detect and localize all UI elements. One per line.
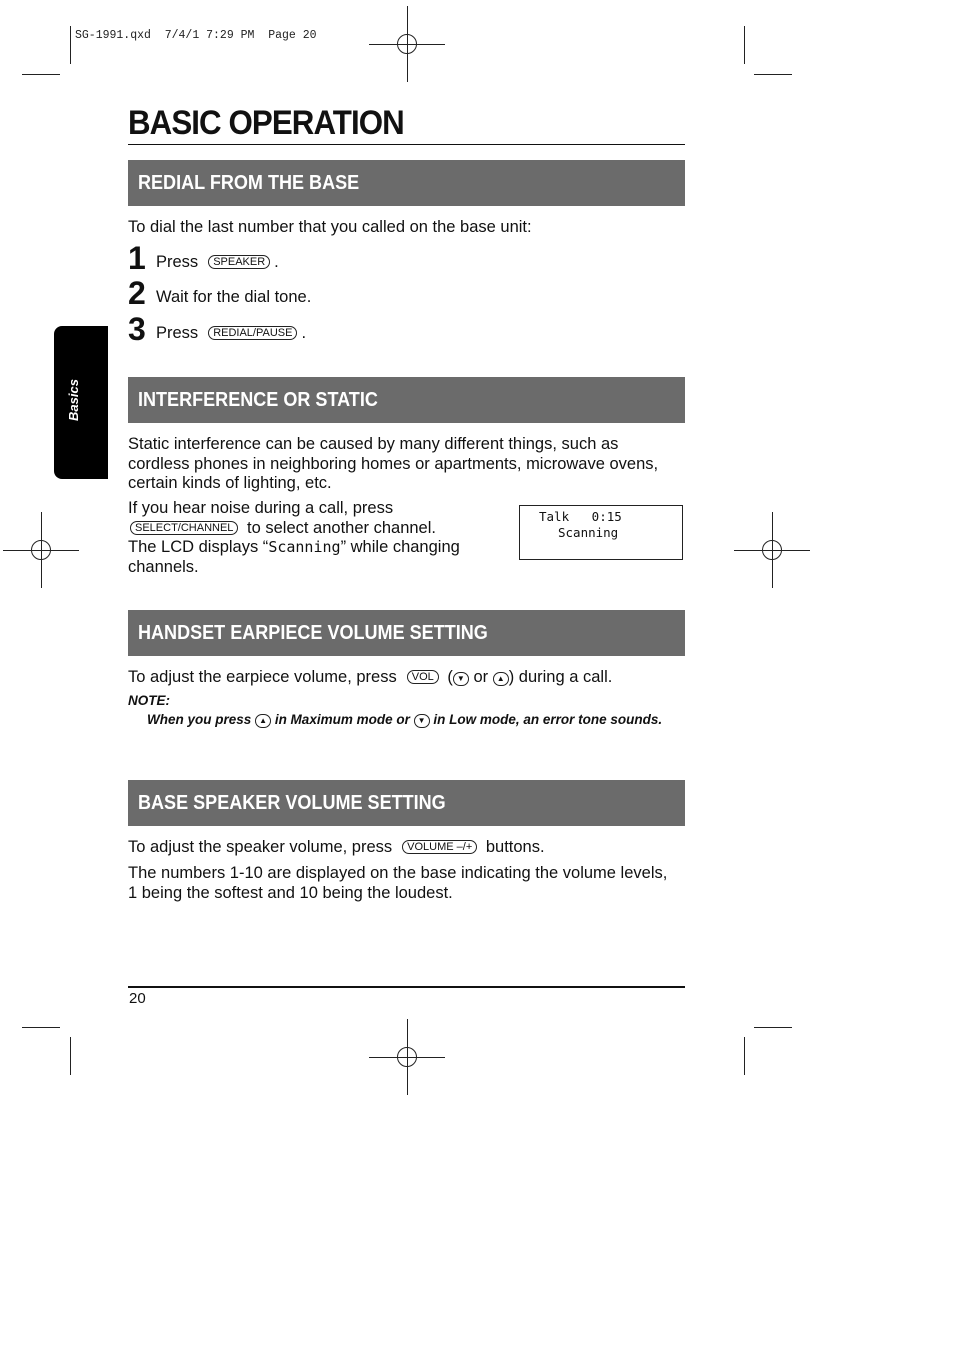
file-slug: SG-1991.qxd 7/4/1 7:29 PM Page 20 — [75, 29, 317, 42]
speaker-key: SPEAKER — [208, 255, 270, 269]
crop-mark — [754, 74, 792, 75]
page-number: 20 — [129, 990, 146, 1007]
section-heading: HANDSET EARPIECE VOLUME SETTING — [138, 621, 488, 644]
crop-mark — [744, 1037, 745, 1075]
section-header-interference — [128, 377, 685, 423]
text-run: in Maximum mode or — [274, 712, 410, 727]
title-divider — [128, 144, 685, 145]
lcd-line-2: Scanning — [558, 525, 619, 540]
step-text-post: . — [274, 253, 279, 271]
step-text: Wait for the dial tone. — [156, 288, 312, 306]
lcd-text-inline: Scanning — [268, 538, 341, 556]
note-label: NOTE: — [128, 693, 170, 708]
crop-mark — [70, 26, 71, 64]
up-arrow-icon: ▲ — [493, 672, 509, 686]
note-body — [147, 711, 677, 728]
registration-mark — [734, 512, 810, 588]
base-speaker-instructions — [128, 838, 545, 858]
text-run: or — [473, 668, 489, 686]
crop-mark — [744, 26, 745, 64]
crop-mark — [22, 1027, 60, 1028]
step-number: 3 — [128, 311, 146, 347]
lcd-display — [519, 505, 683, 560]
section-header-base-speaker — [128, 780, 685, 826]
registration-mark — [3, 512, 79, 588]
section-header-handset — [128, 610, 685, 656]
text-run: When you press — [147, 712, 252, 727]
select-channel-key: SELECT/CHANNEL — [130, 521, 238, 535]
interference-instructions — [128, 499, 503, 577]
footer-divider — [128, 986, 685, 988]
section-heading: INTERFERENCE OR STATIC — [138, 388, 378, 411]
section-header-redial — [128, 160, 685, 206]
crop-mark — [70, 1037, 71, 1075]
text-run: in Low mode, an error tone sounds. — [433, 712, 663, 727]
side-tab-label: Basics — [66, 379, 81, 421]
step-text-pre: Press — [156, 324, 199, 342]
text-run: To adjust the speaker volume, press — [128, 838, 393, 856]
text-run: buttons. — [485, 838, 545, 856]
up-arrow-icon: ▲ — [255, 714, 271, 728]
vol-key: VOL — [407, 670, 439, 684]
crop-mark — [22, 74, 60, 75]
handset-instructions — [128, 668, 612, 688]
text-run: ( — [447, 668, 453, 686]
section-heading: REDIAL FROM THE BASE — [138, 171, 360, 194]
side-tab — [54, 326, 108, 479]
step-number: 1 — [128, 240, 146, 276]
lcd-line-1: Talk 0:15 — [539, 509, 622, 524]
down-arrow-icon: ▼ — [453, 672, 469, 686]
down-arrow-icon: ▼ — [414, 714, 430, 728]
step-text — [156, 253, 279, 272]
text-run: If you hear noise during a call, press — [128, 499, 394, 517]
redial-pause-key: REDIAL/PAUSE — [208, 326, 297, 340]
redial-intro: To dial the last number that you called on the base unit: — [128, 218, 532, 236]
text-run: ” while changing channels. — [128, 538, 460, 576]
step-text-post: . — [301, 324, 307, 342]
crop-mark — [754, 1027, 792, 1028]
step-number: 2 — [128, 275, 146, 311]
text-run: The LCD displays “ — [128, 538, 269, 556]
registration-mark — [369, 6, 445, 82]
volume-levels-paragraph: The numbers 1-10 are displayed on the base indicating the volume levels, 1 being the softest and 10 being the loudest. — [128, 864, 668, 902]
registration-mark — [369, 1019, 445, 1095]
step-text — [156, 324, 306, 343]
section-heading: BASE SPEAKER VOLUME SETTING — [138, 791, 446, 814]
volume-key: VOLUME –/+ — [402, 840, 477, 854]
text-run: ) during a call. — [508, 668, 613, 686]
interference-paragraph: Static interference can be caused by many different things, such as cordless phones in neighboring homes or apartments, microwave ovens, certain kinds of lighting, etc. — [128, 435, 659, 492]
step-text-pre: Press — [156, 253, 199, 271]
page-title: BASIC OPERATION — [128, 104, 404, 142]
text-run: To adjust the earpiece volume, press — [128, 668, 397, 686]
text-run: to select another channel. — [247, 518, 436, 537]
